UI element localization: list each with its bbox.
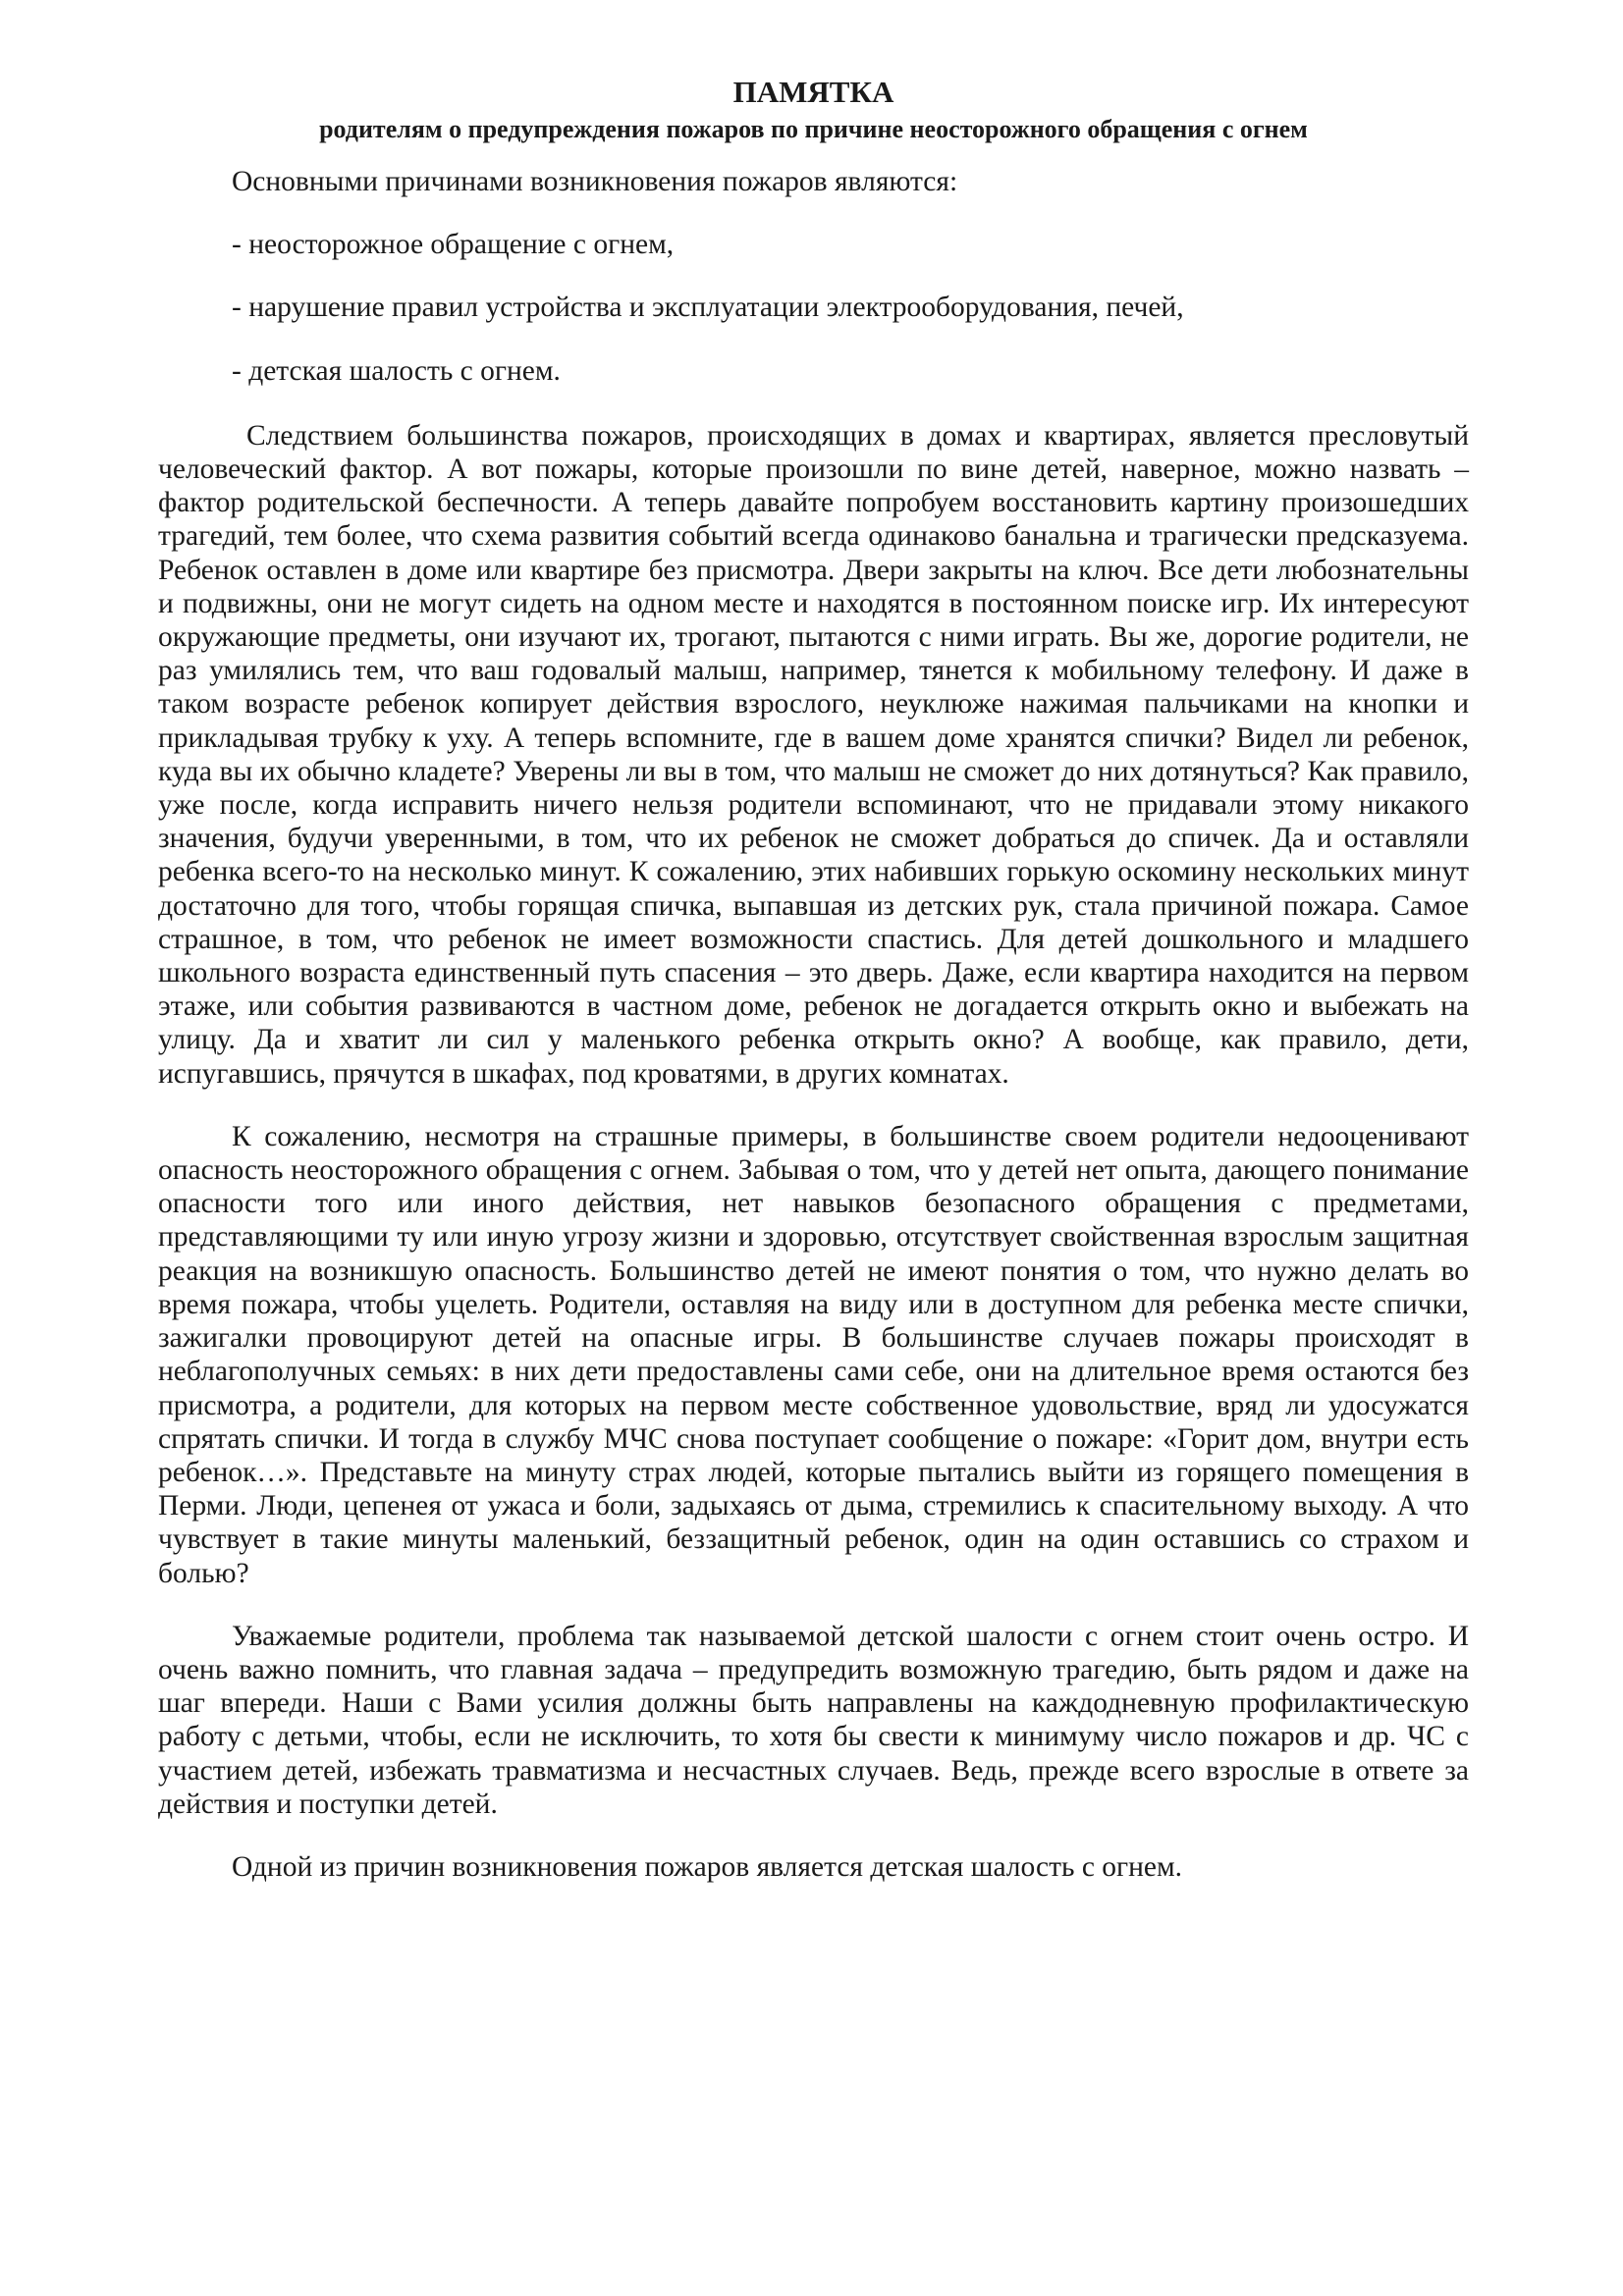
cause-item-2: - нарушение правил устройства и эксплуатации электрооборудования, печей, (232, 292, 1184, 324)
cause-item-3: - детская шалость с огнем. (232, 354, 561, 387)
body-paragraph-2: К сожалению, несмотря на страшные примеры, в большинстве своем родители недооценивают опасность неосторожного обращения с огнем. Забывая о том, что у детей нет опыта, дающего понимание опасности того или иного действия, нет навыков безопасного обращения с предметами, представляющими ту или иную угрозу жизни и здоровью, отсутствует свойственная взрослым защитная реакция на возникшую опасность. Большинство детей не имеют понятия о том, что нужно делать во время пожара, чтобы уцелеть. Родители, оставляя на виду или в доступном для ребенка месте спички, зажигалки провоцируют детей на опасные игры. В большинстве случаев пожары происходят в неблагополучных семьях: в них дети предоставлены сами себе, они на длительное время остаются без присмотра, а родители, для которых на первом месте собственное удовольствие, вряд ли удосужатся спрятать спички. И тогда в службу МЧС снова поступает сообщение о пожаре: «Горит дом, внутри есть ребенок…». Представьте на минуту страх людей, которые пытались выйти из горящего помещения в Перми. Люди, цепенея от ужаса и боли, задыхаясь от дыма, стремились к спасительному выходу. А что чувствует в такие минуты маленький, беззащитный ребенок, один на один оставшись со страхом и болью? (158, 1120, 1469, 1589)
document-subtitle: родителям о предупреждения пожаров по причине неосторожного обращения с огнем (319, 115, 1308, 143)
body-paragraph-1: Следствием большинства пожаров, происходящих в домах и квартирах, является пресловутый человеческий фактор. А вот пожары, которые произошли по вине детей, наверное, можно назвать – фактор родительской беспечности. А теперь давайте попробуем восстановить картину произошедших трагедий, тем более, что схема развития событий всегда одинаково банальна и трагически предсказуема. Ребенок оставлен в доме или квартире без присмотра. Двери закрыты на ключ. Все дети любознательны и подвижны, они не могут сидеть на одном месте и находятся в постоянном поиске игр. Их интересуют окружающие предметы, они изучают их, трогают, пытаются с ними играть. Вы же, дорогие родители, не раз умилялись тем, что ваш годовалый малыш, например, тянется к мобильному телефону. И даже в таком возрасте ребенок копирует действия взрослого, неуклюже нажимая пальчиками на кнопки и прикладывая трубку к уху. А теперь вспомните, где в вашем доме хранятся спички? Видел ли ребенок, куда вы их обычно кладете? Уверены ли вы в том, что малыш не сможет до них дотянуться? Как правило, уже после, когда исправить ничего нельзя родители вспоминают, что не придавали этому никакого значения, будучи уверенными, в том, что их ребенок не сможет добраться до спичек. Да и оставляли ребенка всего-то на несколько минут. К сожалению, этих набивших горькую оскомину нескольких минут достаточно для того, чтобы горящая спичка, выпавшая из детских рук, стала причиной пожара. Самое страшное, в том, что ребенок не имеет возможности спастись. Для детей дошкольного и младшего школьного возраста единственный путь спасения – это дверь. Даже, если квартира находится на первом этаже, или события развиваются в частном доме, ребенок не догадается открыть окно и выбежать на улицу. Да и хватит ли сил у маленького ребенка открыть окно? А вообще, как правило, дети, испугавшись, прячутся в шкафах, под кроватями, в других комнатах. (158, 419, 1469, 1090)
closing-paragraph: Одной из причин возникновения пожаров является детская шалость с огнем. (232, 1850, 1183, 1883)
document-page (158, 73, 1469, 1884)
body-paragraph-3: Уважаемые родители, проблема так называемой детской шалости с огнем стоит очень остро. И очень важно помнить, что главная задача – предупредить возможную трагедию, быть рядом и даже на шаг впереди. Наши с Вами усилия должны быть направлены на каждодневную профилактическую работу с детьми, чтобы, если не исключить, то хотя бы свести к минимуму число пожаров и др. ЧС с участием детей, избежать травматизма и несчастных случаев. Ведь, прежде всего взрослые в ответе за действия и поступки детей. (158, 1620, 1469, 1820)
intro-paragraph: Основными причинами возникновения пожаров являются: (232, 166, 958, 197)
document-title: ПАМЯТКА (732, 75, 894, 109)
cause-item-1: - неосторожное обращение с огнем, (232, 229, 675, 261)
